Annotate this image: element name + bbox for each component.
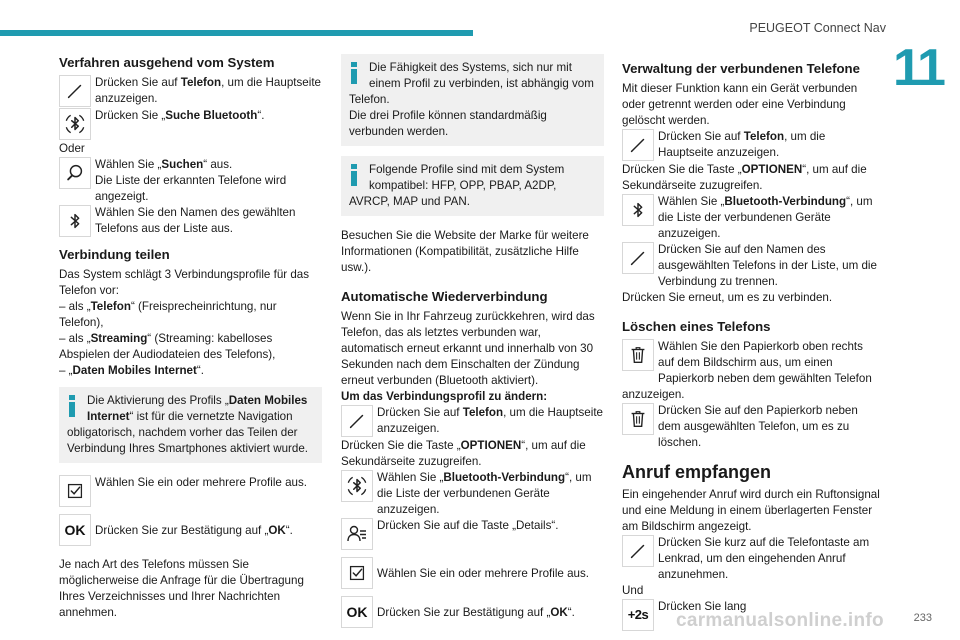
step-confirm-ok-2: OK Drücken Sie zur Bestätigung auf „OK“. bbox=[341, 596, 604, 629]
info-box-compatible-profiles: Folgende Profile sind mit dem System kompatibel: HFP, OPP, PBAP, A2DP, AVRCP, MAP und PAN. bbox=[341, 156, 604, 216]
step-search-bluetooth: Drücken Sie „Suche Bluetooth“. bbox=[59, 108, 322, 141]
step-select-suchen: Wählen Sie „Suchen“ aus. Die Liste der erkannten Telefone wird angezeigt. bbox=[59, 157, 322, 205]
step-press-telefon: Drücken Sie auf Telefon, um die Hauptseite anzuzeigen. bbox=[59, 75, 322, 108]
details-icon bbox=[341, 518, 373, 550]
step-press-trash: Drücken Sie auf den Papierkorb neben dem ausgewählten Telefon, um es zu löschen. bbox=[622, 403, 880, 451]
checkbox-icon bbox=[59, 475, 91, 507]
heading-connection-sharing: Verbindung teilen bbox=[59, 247, 170, 262]
step-bluetooth-connection-3: Wählen Sie „Bluetooth-Verbindung“, um die Liste der verbundenen Geräte anzuzeigen. bbox=[622, 194, 880, 242]
search-icon bbox=[59, 157, 91, 189]
pen-icon bbox=[59, 75, 91, 107]
text-reconnect: Drücken Sie erneut, um es zu verbinden. bbox=[622, 291, 833, 304]
pen-icon bbox=[622, 242, 654, 274]
pen-icon bbox=[622, 535, 654, 567]
text-auto-reconnect: Wenn Sie in Ihr Fahrzeug zurückkehren, wird das Telefon, das als letztes verbunden war, automatisch erneut erkannt und innerhalb von 30 Sekunden nach dem Einschalten der Zündung erneut verbunden (Bluetooth aktiviert). bbox=[341, 310, 595, 387]
pen-icon bbox=[341, 405, 373, 437]
step-press-telefon-2: Drücken Sie auf Telefon, um die Hauptseite anzuzeigen. bbox=[341, 405, 604, 438]
chapter-number: 11 bbox=[893, 39, 944, 97]
trash-icon bbox=[622, 403, 654, 435]
info-icon bbox=[67, 395, 77, 417]
step-press-telefon-3: Drücken Sie auf Telefon, um die Hauptseite anzuzeigen. bbox=[622, 129, 880, 162]
info-icon bbox=[349, 62, 359, 84]
page-number: 233 bbox=[913, 612, 932, 624]
heading-delete-phone: Löschen eines Telefons bbox=[622, 319, 771, 334]
text-phone-type: Je nach Art des Telefons müssen Sie möglicherweise die Anfrage für die Übertragung Ihres Verzeichnisses und Ihrer Nachrichten annehmen. bbox=[59, 558, 304, 619]
bluetooth-icon bbox=[59, 205, 91, 237]
text-website: Besuchen Sie die Website der Marke für weitere Informationen (Kompatibilität, zusätzliche Hilfe usw.). bbox=[341, 229, 589, 274]
info-icon bbox=[349, 164, 359, 186]
list-item-telefon: – als „Telefon“ (Freisprecheinrichtung, nur Telefon), bbox=[59, 300, 277, 329]
bluetooth-search-icon bbox=[341, 470, 373, 502]
step-disconnect-phone: Drücken Sie auf den Namen des ausgewählten Telefons in der Liste, um die Verbindung zu trennen. bbox=[622, 242, 880, 290]
text-options-3: Drücken Sie die Taste „OPTIONEN“, um auf die Sekundärseite zuzugreifen. bbox=[622, 163, 867, 192]
header-title: PEUGEOT Connect Nav bbox=[749, 21, 886, 35]
info-box-mobile-data: Die Aktivierung des Profils „Daten Mobiles Internet“ ist für die vernetzte Navigation obligatorisch, nachdem vorher das Teilen der Verbindung Ihres Smartphones aktiviert wurde. bbox=[59, 387, 322, 463]
heading-auto-reconnect: Automatische Wiederverbindung bbox=[341, 289, 548, 304]
bluetooth-search-icon bbox=[59, 108, 91, 140]
bluetooth-icon bbox=[622, 194, 654, 226]
step-select-profiles-2: Wählen Sie ein oder mehrere Profile aus. bbox=[341, 557, 604, 590]
step-confirm-ok: OK Drücken Sie zur Bestätigung auf „OK“. bbox=[59, 514, 322, 547]
watermark: carmanualsonline.info bbox=[676, 610, 884, 631]
column-1 bbox=[59, 54, 322, 621]
step-long-press: +2s Drücken Sie lang bbox=[622, 599, 880, 632]
ok-button-icon: OK bbox=[59, 514, 91, 546]
text-und: Und bbox=[622, 584, 644, 597]
plus-2s-icon: +2s bbox=[622, 599, 654, 631]
trash-icon bbox=[622, 339, 654, 371]
list-item-streaming: – als „Streaming“ (Streaming: kabelloses Abspielen der Audiodateien des Telefons), bbox=[59, 332, 276, 361]
list-item-data: – „Daten Mobiles Internet“. bbox=[59, 364, 204, 377]
checkbox-icon bbox=[341, 557, 373, 589]
text-options: Drücken Sie die Taste „OPTIONEN“, um auf die Sekundärseite zuzugreifen. bbox=[341, 439, 586, 468]
text-manage: Mit dieser Funktion kann ein Gerät verbunden oder getrennt werden oder eine Verbindung gelöscht werden. bbox=[622, 82, 858, 127]
info-box-single-profile: Die Fähigkeit des Systems, sich nur mit einem Profil zu verbinden, ist abhängig vom Telefon. Die drei Profile können standardmäßig verbunden werden. bbox=[341, 54, 604, 146]
heading-receive-call: Anruf empfangen bbox=[622, 462, 772, 482]
header-accent-bar bbox=[0, 30, 473, 36]
text-profiles-intro: Das System schlägt 3 Verbindungsprofile für das Telefon vor: bbox=[59, 268, 310, 297]
step-short-press: Drücken Sie kurz auf die Telefontaste am Lenkrad, um den eingehenden Anruf anzunehmen. bbox=[622, 535, 880, 583]
step-details: Drücken Sie auf die Taste „Details“. bbox=[341, 518, 604, 551]
heading-pairing: Verfahren ausgehend vom System bbox=[59, 55, 275, 70]
pen-icon bbox=[622, 129, 654, 161]
step-select-profiles: Wählen Sie ein oder mehrere Profile aus. bbox=[59, 475, 322, 508]
text-incoming-call: Ein eingehender Anruf wird durch ein Ruftonsignal und eine Meldung in einem überlagerten Fenster am Bildschirm angezeigt. bbox=[622, 488, 880, 533]
column-2 bbox=[341, 54, 604, 629]
heading-manage-phones: Verwaltung der verbundenen Telefone bbox=[622, 61, 860, 76]
ok-button-icon: OK bbox=[341, 596, 373, 628]
text-change-profile: Um das Verbindungsprofil zu ändern: bbox=[341, 390, 548, 403]
step-bluetooth-connection: Wählen Sie „Bluetooth-Verbindung“, um die Liste der verbundenen Geräte anzuzeigen. bbox=[341, 470, 604, 518]
step-select-phone-name: Wählen Sie den Namen des gewählten Telefons aus der Liste aus. bbox=[59, 205, 322, 238]
text-oder: Oder bbox=[59, 142, 85, 155]
column-3 bbox=[622, 54, 880, 632]
step-select-trash: Wählen Sie den Papierkorb oben rechts auf dem Bildschirm aus, um einen Papierkorb neben dem gewählten Telefon anzuzeigen. bbox=[622, 340, 872, 401]
